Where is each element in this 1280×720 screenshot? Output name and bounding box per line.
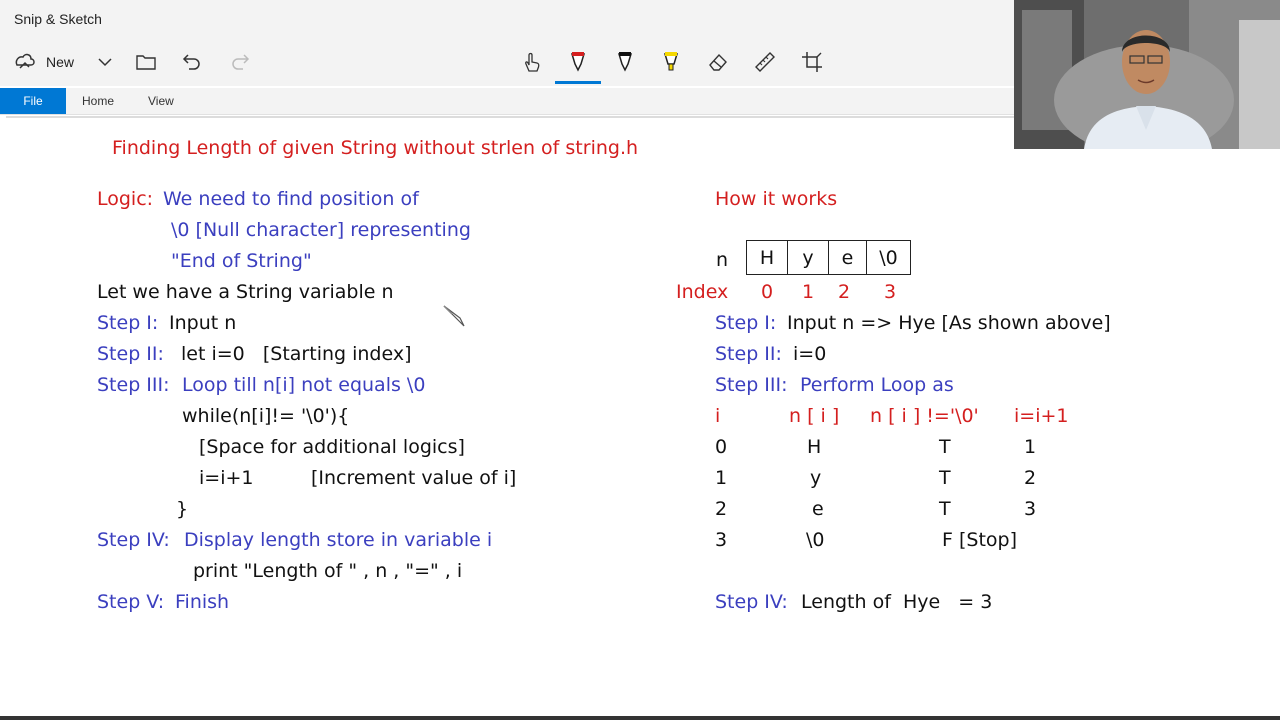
left-step2-label: Step II: — [97, 343, 164, 365]
trace-header: n [ i ] — [789, 405, 840, 427]
trace-cell: 1 — [1024, 436, 1037, 458]
toolbar — [0, 38, 1014, 86]
trace-cell: 2 — [715, 498, 728, 520]
right-step3-text: Perform Loop as — [800, 374, 954, 396]
trace-cell: 0 — [715, 436, 728, 458]
menu-bar — [0, 88, 1014, 115]
touch-writing-icon[interactable] — [520, 50, 544, 74]
ruler-icon[interactable] — [753, 50, 777, 74]
array-cell: e — [828, 240, 867, 275]
trace-cell: 3 — [715, 529, 728, 551]
new-snip-icon — [14, 51, 36, 74]
left-step1-text: Input n — [169, 312, 237, 334]
right-step4-text: Length of Hye = 3 — [801, 591, 993, 613]
trace-cell: F [Stop] — [942, 529, 1017, 551]
undo-icon[interactable] — [180, 50, 204, 74]
ballpoint-pen-icon[interactable] — [566, 50, 590, 74]
index-value: 2 — [838, 281, 851, 303]
left-step5-label: Step V: — [97, 591, 165, 613]
new-label: New — [46, 54, 75, 70]
left-step4-code: print "Length of " , n , "=" , i — [193, 560, 463, 582]
trace-header: n [ i ] !='\0' — [870, 405, 979, 427]
intro-line: Let we have a String variable n — [97, 281, 394, 303]
right-step1-label: Step I: — [715, 312, 777, 334]
index-value: 0 — [761, 281, 774, 303]
eraser-icon[interactable] — [706, 50, 730, 74]
left-step2-text: let i=0 [Starting index] — [181, 343, 412, 365]
right-step2-text: i=0 — [793, 343, 827, 365]
trace-cell: 1 — [715, 467, 728, 489]
code-line-2: [Space for additional logics] — [199, 436, 465, 458]
how-it-works-heading: How it works — [715, 188, 838, 210]
trace-cell: 3 — [1024, 498, 1037, 520]
trace-cell: y — [810, 467, 822, 489]
title-bar — [0, 0, 1014, 38]
right-step2-label: Step II: — [715, 343, 782, 365]
trace-cell: e — [812, 498, 824, 520]
selected-tool-indicator — [555, 81, 601, 84]
left-step5-text: Finish — [175, 591, 230, 613]
trace-cell: T — [939, 436, 951, 458]
array-name: n — [716, 249, 729, 271]
right-step4-label: Step IV: — [715, 591, 788, 613]
bottom-bar — [0, 716, 1280, 720]
code-line-3a: i=i+1 — [199, 467, 254, 489]
logic-line-2: \0 [Null character] representing — [171, 219, 471, 241]
presenter-video — [1014, 0, 1280, 149]
index-label: Index — [676, 281, 729, 303]
right-step3-label: Step III: — [715, 374, 788, 396]
array-cell: y — [787, 240, 829, 275]
menu-home[interactable]: Home — [82, 94, 115, 108]
index-value: 1 — [802, 281, 815, 303]
slide-title: Finding Length of given String without strlen of string.h — [112, 137, 639, 159]
folder-icon[interactable] — [134, 50, 158, 74]
app-title: Snip & Sketch — [14, 11, 102, 27]
array-cell: \0 — [866, 240, 911, 275]
right-step1-text: Input n => Hye [As shown above] — [787, 312, 1111, 334]
chevron-down-icon[interactable] — [93, 50, 117, 74]
left-step3-text: Loop till n[i] not equals \0 — [182, 374, 426, 396]
crop-icon[interactable] — [800, 50, 824, 74]
logic-line-3: "End of String" — [171, 250, 312, 272]
trace-cell: \0 — [806, 529, 825, 551]
new-snip-button[interactable] — [14, 50, 74, 74]
left-step3-label: Step III: — [97, 374, 170, 396]
logic-label: Logic: — [97, 188, 154, 210]
pencil-icon[interactable] — [613, 50, 637, 74]
left-step4-label: Step IV: — [97, 529, 170, 551]
menu-view[interactable]: View — [148, 94, 174, 108]
array-cell: H — [746, 240, 788, 275]
menu-file[interactable]: File — [0, 88, 66, 114]
code-line-3b: [Increment value of i] — [311, 467, 517, 489]
trace-header: i=i+1 — [1014, 405, 1069, 427]
webcam-overlay — [1014, 0, 1280, 149]
trace-cell: T — [939, 467, 951, 489]
code-line-1: while(n[i]!= '\0'){ — [182, 405, 350, 427]
trace-cell: 2 — [1024, 467, 1037, 489]
logic-line-1: We need to find position of — [163, 188, 419, 210]
left-step4-text: Display length store in variable i — [184, 529, 493, 551]
trace-header: i — [715, 405, 721, 427]
trace-cell: H — [807, 436, 822, 458]
pen-cursor-icon — [442, 304, 468, 330]
code-line-4: } — [176, 498, 189, 520]
left-step1-label: Step I: — [97, 312, 159, 334]
redo-icon[interactable] — [228, 50, 252, 74]
trace-cell: T — [939, 498, 951, 520]
index-value: 3 — [884, 281, 897, 303]
highlighter-icon[interactable] — [659, 50, 683, 74]
